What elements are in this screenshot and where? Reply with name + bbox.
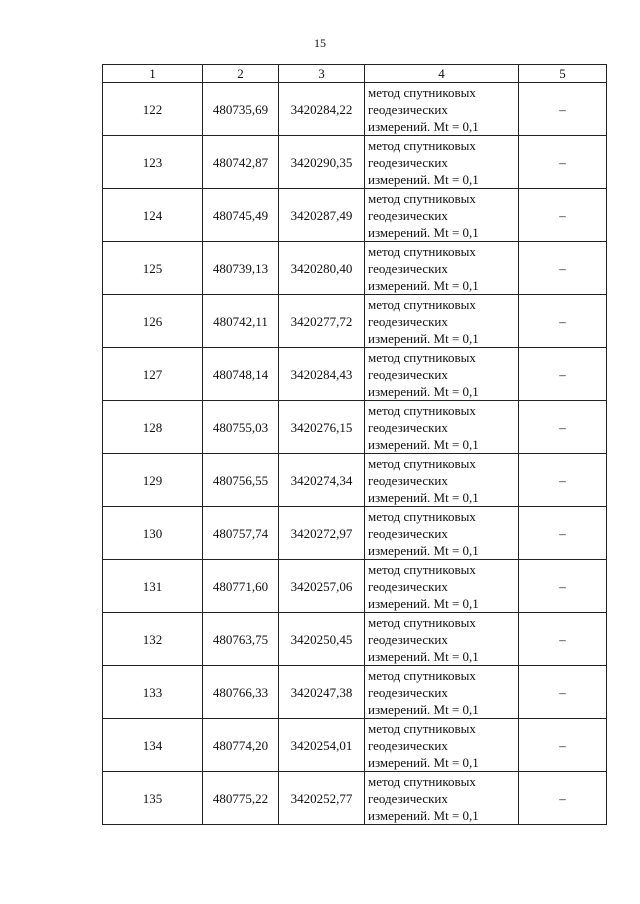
table-row [103, 666, 607, 719]
method-cell [365, 348, 519, 401]
method-line: геодезических [368, 790, 448, 806]
y-coordinate-cell: 3420272,97 [279, 507, 365, 560]
method-cell [365, 772, 519, 825]
method-line: метод спутниковых [368, 614, 476, 630]
table-row [103, 242, 607, 295]
method-line: геодезических [368, 419, 448, 435]
method-line: геодезических [368, 366, 448, 382]
method-line: геодезических [368, 737, 448, 753]
y-coordinate-cell: 3420290,35 [279, 136, 365, 189]
method-line: метод спутниковых [368, 84, 476, 100]
method-line: измерений. Mt = 0,1 [368, 701, 479, 717]
y-coordinate-cell: 3420252,77 [279, 772, 365, 825]
method-line: метод спутниковых [368, 402, 476, 418]
point-number-cell: 125 [103, 242, 203, 295]
point-number-cell: 133 [103, 666, 203, 719]
x-coordinate-cell: 480775,22 [203, 772, 279, 825]
method-line: измерений. Mt = 0,1 [368, 118, 479, 134]
method-cell [365, 613, 519, 666]
table-row [103, 348, 607, 401]
page-number: 15 [314, 36, 326, 50]
note-cell: – [519, 719, 607, 772]
table-row [103, 401, 607, 454]
point-number-cell: 129 [103, 454, 203, 507]
point-number-cell: 127 [103, 348, 203, 401]
method-line: измерений. Mt = 0,1 [368, 330, 479, 346]
x-coordinate-cell: 480774,20 [203, 719, 279, 772]
method-line: измерений. Mt = 0,1 [368, 542, 479, 558]
table-row [103, 613, 607, 666]
y-coordinate-cell: 3420276,15 [279, 401, 365, 454]
note-cell: – [519, 666, 607, 719]
method-line: метод спутниковых [368, 190, 476, 206]
table-row [103, 454, 607, 507]
method-cell [365, 189, 519, 242]
header-col-2: 2 [203, 65, 279, 83]
method-line: геодезических [368, 313, 448, 329]
method-cell [365, 507, 519, 560]
y-coordinate-cell: 3420254,01 [279, 719, 365, 772]
y-coordinate-cell: 3420257,06 [279, 560, 365, 613]
note-cell: – [519, 401, 607, 454]
point-number-cell: 130 [103, 507, 203, 560]
method-line: геодезических [368, 525, 448, 541]
x-coordinate-cell: 480735,69 [203, 83, 279, 136]
table-row [103, 507, 607, 560]
x-coordinate-cell: 480745,49 [203, 189, 279, 242]
method-cell [365, 454, 519, 507]
method-line: измерений. Mt = 0,1 [368, 436, 479, 452]
table-row [103, 772, 607, 825]
header-col-3: 3 [279, 65, 365, 83]
note-cell: – [519, 348, 607, 401]
coordinates-table [102, 64, 607, 825]
note-cell: – [519, 189, 607, 242]
y-coordinate-cell: 3420274,34 [279, 454, 365, 507]
note-cell: – [519, 454, 607, 507]
method-line: измерений. Mt = 0,1 [368, 489, 479, 505]
x-coordinate-cell: 480763,75 [203, 613, 279, 666]
x-coordinate-cell: 480766,33 [203, 666, 279, 719]
method-line: измерений. Mt = 0,1 [368, 648, 479, 664]
x-coordinate-cell: 480748,14 [203, 348, 279, 401]
y-coordinate-cell: 3420247,38 [279, 666, 365, 719]
note-cell: – [519, 507, 607, 560]
point-number-cell: 123 [103, 136, 203, 189]
method-line: геодезических [368, 207, 448, 223]
method-line: измерений. Mt = 0,1 [368, 171, 479, 187]
method-line: измерений. Mt = 0,1 [368, 595, 479, 611]
method-cell [365, 401, 519, 454]
x-coordinate-cell: 480756,55 [203, 454, 279, 507]
method-line: геодезических [368, 154, 448, 170]
method-cell [365, 560, 519, 613]
method-line: метод спутниковых [368, 508, 476, 524]
method-line: метод спутниковых [368, 137, 476, 153]
y-coordinate-cell: 3420284,22 [279, 83, 365, 136]
method-line: метод спутниковых [368, 349, 476, 365]
method-line: геодезических [368, 472, 448, 488]
method-cell [365, 719, 519, 772]
point-number-cell: 124 [103, 189, 203, 242]
method-line: метод спутниковых [368, 561, 476, 577]
method-cell [365, 136, 519, 189]
table-row [103, 83, 607, 136]
table-row [103, 136, 607, 189]
method-cell [365, 666, 519, 719]
method-line: метод спутниковых [368, 773, 476, 789]
point-number-cell: 128 [103, 401, 203, 454]
note-cell: – [519, 136, 607, 189]
method-line: метод спутниковых [368, 667, 476, 683]
note-cell: – [519, 772, 607, 825]
method-line: метод спутниковых [368, 243, 476, 259]
x-coordinate-cell: 480742,87 [203, 136, 279, 189]
method-cell [365, 295, 519, 348]
y-coordinate-cell: 3420250,45 [279, 613, 365, 666]
y-coordinate-cell: 3420277,72 [279, 295, 365, 348]
method-line: геодезических [368, 578, 448, 594]
table-row [103, 189, 607, 242]
header-col-1: 1 [103, 65, 203, 83]
note-cell: – [519, 295, 607, 348]
method-cell [365, 83, 519, 136]
method-line: измерений. Mt = 0,1 [368, 383, 479, 399]
table-row [103, 719, 607, 772]
y-coordinate-cell: 3420284,43 [279, 348, 365, 401]
note-cell: – [519, 560, 607, 613]
x-coordinate-cell: 480771,60 [203, 560, 279, 613]
note-cell: – [519, 83, 607, 136]
method-cell [365, 242, 519, 295]
note-cell: – [519, 242, 607, 295]
table-row [103, 295, 607, 348]
point-number-cell: 132 [103, 613, 203, 666]
method-line: измерений. Mt = 0,1 [368, 807, 479, 823]
y-coordinate-cell: 3420287,49 [279, 189, 365, 242]
point-number-cell: 135 [103, 772, 203, 825]
method-line: метод спутниковых [368, 720, 476, 736]
point-number-cell: 126 [103, 295, 203, 348]
method-line: метод спутниковых [368, 455, 476, 471]
method-line: измерений. Mt = 0,1 [368, 277, 479, 293]
table-row [103, 560, 607, 613]
method-line: геодезических [368, 631, 448, 647]
point-number-cell: 131 [103, 560, 203, 613]
point-number-cell: 134 [103, 719, 203, 772]
note-cell: – [519, 613, 607, 666]
point-number-cell: 122 [103, 83, 203, 136]
x-coordinate-cell: 480742,11 [203, 295, 279, 348]
x-coordinate-cell: 480739,13 [203, 242, 279, 295]
method-line: геодезических [368, 684, 448, 700]
x-coordinate-cell: 480755,03 [203, 401, 279, 454]
method-line: метод спутниковых [368, 296, 476, 312]
y-coordinate-cell: 3420280,40 [279, 242, 365, 295]
method-line: измерений. Mt = 0,1 [368, 224, 479, 240]
header-col-5: 5 [519, 65, 607, 83]
table-header-row [103, 65, 607, 83]
method-line: измерений. Mt = 0,1 [368, 754, 479, 770]
x-coordinate-cell: 480757,74 [203, 507, 279, 560]
header-col-4: 4 [365, 65, 519, 83]
method-line: геодезических [368, 101, 448, 117]
method-line: геодезических [368, 260, 448, 276]
